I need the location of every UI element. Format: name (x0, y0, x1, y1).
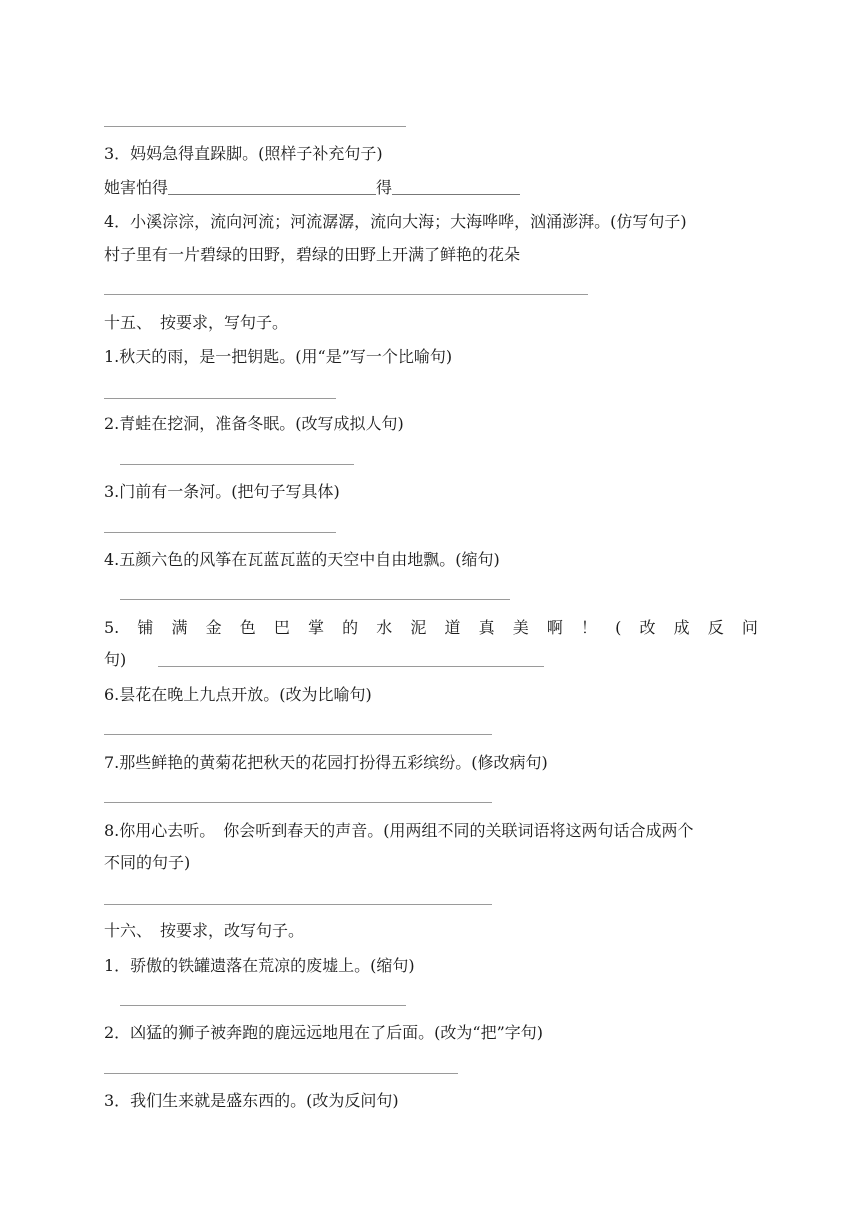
answer-line[interactable] (104, 734, 492, 735)
section-16-question-3: 3．我们生来就是盛东西的。(改为反问句) (104, 1091, 399, 1110)
section-15-question-6: 6.昙花在晚上九点开放。(改为比喻句) (104, 685, 372, 704)
question-3-text: 3．妈妈急得直跺脚。(照样子补充句子) (104, 144, 383, 163)
section-15-question-2: 2.青蛙在挖洞，准备冬眠。(改写成拟人句) (104, 414, 404, 433)
q5-char: 道 (444, 618, 461, 637)
section-16-heading: 十六、 按要求，改写句子。 (104, 921, 305, 940)
section-15-question-1: 1.秋天的雨，是一把钥匙。(用“是”写一个比喻句) (104, 347, 453, 366)
q5-char: 啊 (546, 618, 563, 637)
q5-char: 改 (639, 618, 656, 637)
answer-line[interactable] (104, 126, 406, 127)
section-16-question-1: 1．骄傲的铁罐遗落在荒凉的废墟上。(缩句) (104, 956, 415, 975)
question-3-answer-row (104, 177, 520, 199)
answer-line[interactable] (104, 1073, 458, 1074)
q5-char: 真 (478, 618, 495, 637)
section-15-question-7: 7.那些鲜艳的黄菊花把秋天的花园打扮得五彩缤纷。(修改病句) (104, 753, 548, 772)
q5-char: 成 (673, 618, 690, 637)
q5-char: 反 (707, 618, 724, 637)
answer-blank[interactable] (392, 177, 520, 195)
q5-char: 水 (376, 618, 393, 637)
section-15-question-5 (104, 617, 758, 639)
q5-char: ( (615, 618, 622, 637)
q5-char: 5. (104, 618, 120, 637)
q5-char: 问 (741, 618, 758, 637)
section-15-question-3: 3.门前有一条河。(把句子写具体) (104, 482, 340, 501)
question-4-example: 村子里有一片碧绿的田野，碧绿的田野上开满了鲜艳的花朵 (104, 245, 521, 264)
answer-line[interactable] (120, 599, 510, 600)
answer-line[interactable] (104, 294, 588, 295)
q5-char: 泥 (410, 618, 427, 637)
q5-char: 满 (171, 618, 188, 637)
answer-line[interactable] (158, 666, 544, 667)
q5-char: 铺 (137, 618, 154, 637)
question-4-text: 4．小溪淙淙，流向河流；河流潺潺，流向大海；大海哗哗，汹涌澎湃。(仿写句子) (104, 212, 687, 231)
answer-line[interactable] (120, 464, 354, 465)
q5-char: 掌 (308, 618, 325, 637)
q5-char: 美 (512, 618, 529, 637)
q5-char: 的 (342, 618, 359, 637)
section-15-question-8-cont: 不同的句子) (104, 853, 191, 872)
section-15-question-4: 4.五颜六色的风筝在瓦蓝瓦蓝的天空中自由地飘。(缩句) (104, 550, 500, 569)
answer-line[interactable] (104, 904, 492, 905)
q5-char: 金 (205, 618, 222, 637)
answer-line[interactable] (104, 398, 336, 399)
section-16-question-2: 2．凶猛的狮子被奔跑的鹿远远地甩在了后面。(改为“把”字句) (104, 1023, 544, 1042)
q5-char: ！ (581, 618, 598, 637)
answer-line[interactable] (120, 1005, 406, 1006)
question-3-prefix: 她害怕得 (104, 178, 169, 197)
answer-line[interactable] (104, 532, 336, 533)
answer-line[interactable] (104, 802, 492, 803)
q5-char: 色 (239, 618, 256, 637)
q5-char: 巴 (273, 618, 290, 637)
section-15-question-8: 8.你用心去听。 你会听到春天的声音。(用两组不同的关联词语将这两句话合成两个 (104, 821, 694, 840)
section-15-question-5-tail: 句) (104, 650, 127, 669)
question-3-mid: 得 (376, 178, 393, 197)
answer-blank[interactable] (168, 177, 376, 195)
section-15-heading: 十五、 按要求，写句子。 (104, 313, 289, 332)
